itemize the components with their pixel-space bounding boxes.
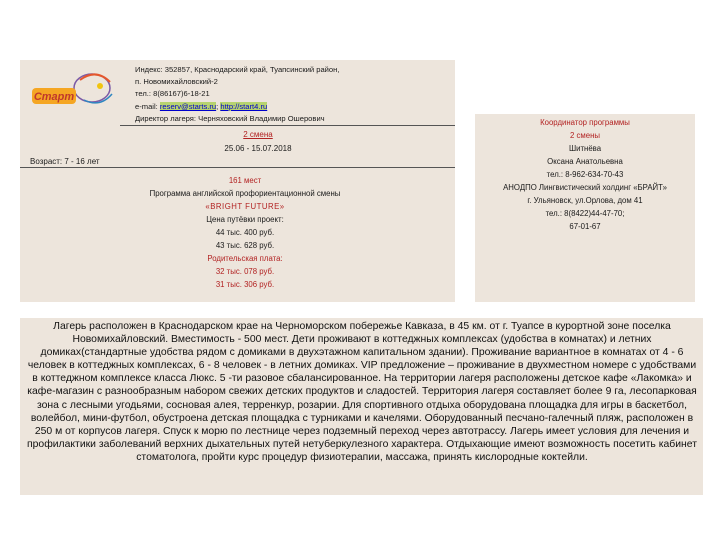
- coordinator-line: Шитнёва: [568, 144, 602, 153]
- camp-description: Лагерь расположен в Краснодарском крае на Черноморском побережье Кавказа, в 45 км. от г. Туапсе в курортной зоне поселка Новомихайловский. Вместимость - 500 мест. Дети проживают в коттеджных комплексах (удобства в комнатах) и летних домиках(стандартные удобства рядом с домиками в двухэтажном капитальном здании). Проживание вариантное в комнатах от 4 - 6 человек в коттеджных комплексах, 6 - 8 человек - в летних домиках. VIP предложение – проживание в двухместном номере с удобствами в коттеджном комплексе класса Люкс. 5 -ти разовое сбалансированное. На территории лагеря расположены детское кафе «Лакомка» и кафе-магазин с разнообразным набором свежих детских продуктов и сладостей. Территория лагеря составляет более 9 га, лесопарковая зона с лесными угодьями, сосновая алея, терренкур, розарии. Для спортивного отдыха оборудована площадка для игры в баскетбол, волейбол, мини-футбол, обустроена детская площадка с турниками и качелями. Оборудованный песчано-галечный пляж, расположен в 250 м от корпусов лагеря. Спуск к морю по лестнице через подземный переход через автотрассу. Лагерь имеет условия для лечения и профилактики заболеваний верхних дыхательных путей нетуберкулезного характера. Отдыхающие имеют возможность посетить кабинет стоматолога, пройти курс процедур физиотерапии, массажа, принять кислородные коктейли.: [27, 321, 697, 463]
- coordinator-line: тел.: 8(8422)44-47-70;: [545, 209, 625, 218]
- coordinator-shift: 2 смены: [569, 131, 600, 140]
- email-link[interactable]: reserv@starts.ru: [159, 101, 217, 111]
- divider: [20, 167, 455, 168]
- coordinator-line: 67-01-67: [569, 222, 601, 231]
- coordinator-info: [475, 116, 695, 233]
- coordinator-line: г. Ульяновск, ул.Орлова, дом 41: [527, 196, 643, 205]
- website-link[interactable]: http://start4.ru: [220, 101, 268, 111]
- shift-dates: 25.06 - 15.07.2018: [224, 144, 292, 153]
- price-label: Цена путёвки проект:: [206, 215, 284, 224]
- phone-line: тел.: 8(86167)6-18-21: [135, 89, 210, 99]
- price-value: 43 тыс. 628 руб.: [215, 241, 275, 250]
- email-prefix: e-mail:: [135, 101, 160, 111]
- places-count: 161 мест: [228, 176, 262, 185]
- age-range: Возраст: 7 - 16 лет: [30, 157, 100, 166]
- contact-line: [135, 101, 455, 113]
- divider: [120, 125, 455, 126]
- link-separator: ;: [216, 101, 221, 111]
- camp-address: [135, 64, 455, 125]
- coordinator-line: АНОДПО Лингвистический холдинг «БРАЙТ»: [503, 183, 667, 192]
- coordinator-line: Оксана Анатольевна: [547, 157, 623, 166]
- program-name: «BRIGHT FUTURE»: [205, 202, 285, 211]
- camp-logo: [28, 66, 122, 120]
- parent-fee-label: Родительская плата:: [207, 254, 283, 263]
- parent-fee-value: 32 тыс. 078 руб.: [215, 267, 275, 276]
- address-line: п. Новомихайловский-2: [135, 77, 218, 87]
- address-line: Индекс: 352857, Краснодарский край, Туапсинский район,: [135, 65, 340, 74]
- parent-fee-value: 31 тыс. 306 руб.: [215, 280, 275, 289]
- price-value: 44 тыс. 400 руб.: [215, 228, 275, 237]
- coordinator-line: тел.: 8-962-634-70-43: [546, 170, 624, 179]
- shift-label: 2 смена: [243, 130, 273, 139]
- program-title: Программа английской профориентационной смены: [149, 189, 341, 198]
- coordinator-title: Координатор программы: [540, 118, 630, 127]
- program-info: [100, 174, 390, 291]
- director-line: Директор лагеря: Черняховский Владимир Ошерович: [135, 113, 325, 123]
- logo-text: Старт: [33, 91, 75, 103]
